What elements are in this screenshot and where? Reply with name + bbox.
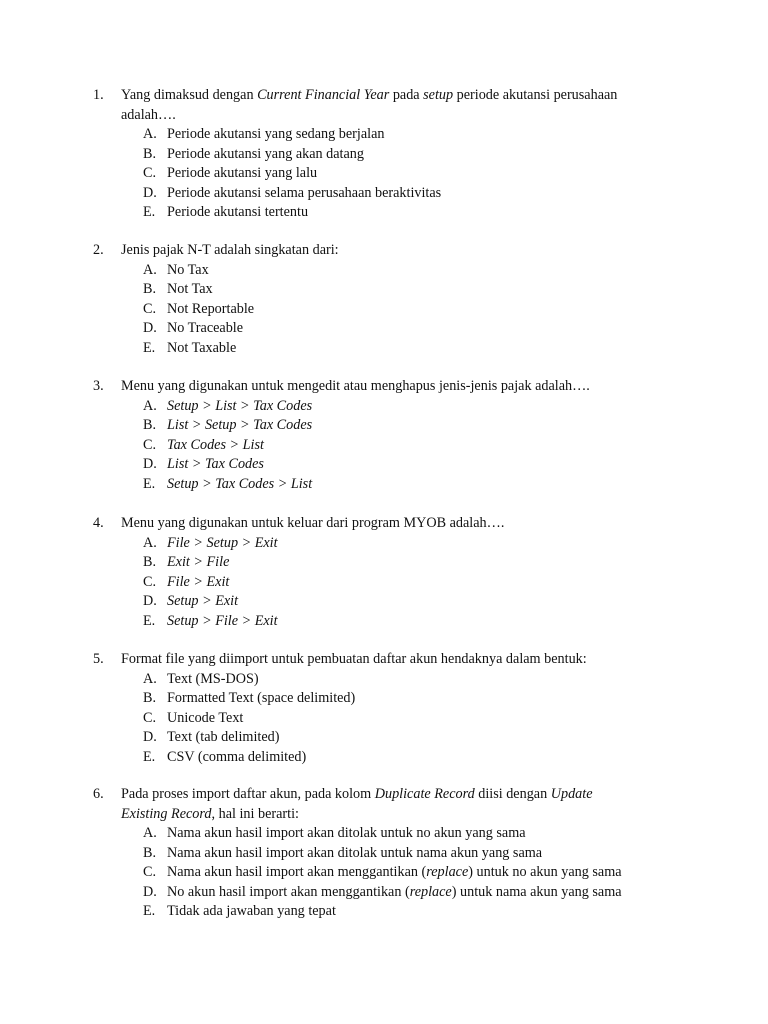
option-letter: A. xyxy=(143,126,157,142)
option-letter: E. xyxy=(143,339,156,356)
option-text xyxy=(167,184,441,202)
option-letter: E. xyxy=(143,475,156,492)
text-run: pada xyxy=(389,87,424,103)
text-run: Not Reportable xyxy=(167,300,255,317)
text-run: Yang dimaksud dengan xyxy=(121,87,258,103)
question-stem xyxy=(121,785,593,803)
option-text xyxy=(167,203,308,221)
option-text xyxy=(167,455,264,473)
text-run: Nama akun hasil import akan ditolak untuk nama akun yang sama xyxy=(167,844,543,861)
option-text xyxy=(167,573,229,591)
option-letter: D. xyxy=(143,729,157,745)
text-run: Not Tax xyxy=(167,281,213,297)
text-run: List > Setup > Tax Codes xyxy=(167,417,313,433)
option-letter: B. xyxy=(143,281,157,297)
option-text xyxy=(167,728,279,746)
text-run: replace xyxy=(409,883,452,900)
question-number: 5. xyxy=(93,651,104,667)
text-run: Jenis pajak N-T adalah singkatan dari: xyxy=(121,242,339,258)
option-letter: A. xyxy=(143,670,157,687)
option-letter: E. xyxy=(143,748,156,765)
question-number: 2. xyxy=(93,242,104,258)
question-number: 3. xyxy=(93,378,104,394)
option-letter: A. xyxy=(143,397,157,414)
option-letter: B. xyxy=(143,690,157,706)
option-text xyxy=(167,612,278,630)
option-text xyxy=(167,844,542,862)
option-letter: C. xyxy=(143,300,157,317)
text-run: Nama akun hasil import akan ditolak untuk no akun yang sama xyxy=(167,825,526,841)
text-run: Periode akutansi yang akan datang xyxy=(167,145,364,162)
text-run: Format file yang diimport untuk pembuatan daftar akun hendaknya dalam bentuk: xyxy=(121,651,587,667)
text-run: Exit > File xyxy=(167,554,230,570)
question-number: 4. xyxy=(93,515,104,531)
question-stem xyxy=(121,241,339,259)
option-text xyxy=(167,863,622,881)
option-letter: D. xyxy=(143,456,157,472)
option-letter: D. xyxy=(143,184,157,201)
text-run: No Tax xyxy=(167,261,209,278)
option-text xyxy=(167,709,243,727)
option-text xyxy=(167,416,312,434)
option-text xyxy=(167,475,312,493)
text-run: Tax Codes > List xyxy=(167,436,264,453)
text-run: Menu yang digunakan untuk mengedit atau menghapus jenis-jenis pajak adalah…. xyxy=(121,378,590,394)
option-text xyxy=(167,300,254,318)
text-run: Setup > List > Tax Codes xyxy=(167,397,313,414)
text-run: Setup > Tax Codes > List xyxy=(167,475,313,492)
text-run: Periode akutansi yang lalu xyxy=(167,165,318,181)
option-letter: D. xyxy=(143,883,157,900)
option-letter: E. xyxy=(143,204,156,220)
option-text xyxy=(167,883,622,901)
option-text xyxy=(167,670,259,688)
text-run: File > Setup > Exit xyxy=(167,534,278,551)
text-run: Formatted Text (space delimited) xyxy=(167,690,356,706)
question-stem xyxy=(121,86,617,104)
option-letter: A. xyxy=(143,261,157,278)
option-text xyxy=(167,436,264,454)
text-run: Menu yang digunakan untuk keluar dari program MYOB adalah…. xyxy=(121,515,505,531)
text-run: Pada proses import daftar akun, pada kolom xyxy=(121,786,375,802)
option-text xyxy=(167,339,236,357)
text-run: Existing Record xyxy=(121,805,212,822)
text-run: Duplicate Record xyxy=(374,786,475,802)
text-run: No akun hasil import akan menggantikan ( xyxy=(167,883,410,900)
option-text xyxy=(167,592,238,610)
option-text xyxy=(167,397,312,415)
text-run: Setup > File > Exit xyxy=(167,612,278,629)
text-run: Not Taxable xyxy=(167,339,237,356)
option-letter: E. xyxy=(143,612,156,629)
option-letter: E. xyxy=(143,903,156,919)
option-letter: B. xyxy=(143,417,157,433)
option-letter: C. xyxy=(143,573,157,590)
option-text xyxy=(167,824,526,842)
option-letter: B. xyxy=(143,844,157,861)
text-run: setup xyxy=(423,87,454,103)
text-run: Periode akutansi tertentu xyxy=(167,204,309,220)
text-run: Text (MS-DOS) xyxy=(167,670,259,687)
option-text xyxy=(167,261,209,279)
question-stem xyxy=(121,514,504,532)
option-text xyxy=(167,145,364,163)
text-run: Setup > Exit xyxy=(167,593,239,609)
question-stem-continued xyxy=(121,805,299,823)
question-stem xyxy=(121,377,590,395)
question-stem xyxy=(121,650,587,668)
option-text xyxy=(167,902,336,920)
option-text xyxy=(167,164,317,182)
option-letter: C. xyxy=(143,709,157,726)
option-letter: C. xyxy=(143,436,157,453)
option-text xyxy=(167,689,355,707)
option-text xyxy=(167,553,229,571)
option-letter: A. xyxy=(143,825,157,841)
text-run: adalah…. xyxy=(121,106,176,123)
text-run: No Traceable xyxy=(167,320,244,336)
text-run: Update xyxy=(550,786,593,802)
text-run: File > Exit xyxy=(167,573,230,590)
option-letter: C. xyxy=(143,165,157,181)
text-run: Text (tab delimited) xyxy=(167,729,280,745)
text-run: Tidak ada jawaban yang tepat xyxy=(167,903,336,919)
option-text xyxy=(167,748,306,766)
text-run: ) untuk nama akun yang sama xyxy=(451,883,622,900)
option-letter: D. xyxy=(143,593,157,609)
option-text xyxy=(167,125,384,143)
text-run: , hal ini berarti: xyxy=(211,805,299,822)
text-run: CSV (comma delimited) xyxy=(167,748,307,765)
text-run: List > Tax Codes xyxy=(167,456,264,472)
option-text xyxy=(167,319,243,337)
text-run: diisi dengan xyxy=(474,786,551,802)
option-letter: B. xyxy=(143,145,157,162)
option-letter: B. xyxy=(143,554,157,570)
question-number: 6. xyxy=(93,786,104,802)
text-run: replace xyxy=(426,864,469,880)
question-number: 1. xyxy=(93,87,104,103)
text-run: Unicode Text xyxy=(167,709,244,726)
option-text xyxy=(167,534,278,552)
text-run: periode akutansi perusahaan xyxy=(453,87,618,103)
option-letter: C. xyxy=(143,864,157,880)
option-letter: A. xyxy=(143,534,157,551)
text-run: ) untuk no akun yang sama xyxy=(468,864,622,880)
text-run: Periode akutansi yang sedang berjalan xyxy=(167,126,385,142)
option-text xyxy=(167,280,213,298)
text-run: Periode akutansi selama perusahaan beraktivitas xyxy=(167,184,442,201)
text-run: Nama akun hasil import akan menggantikan ( xyxy=(167,864,427,880)
question-stem-continued xyxy=(121,106,176,124)
text-run: Current Financial Year xyxy=(257,87,390,103)
option-letter: D. xyxy=(143,320,157,336)
